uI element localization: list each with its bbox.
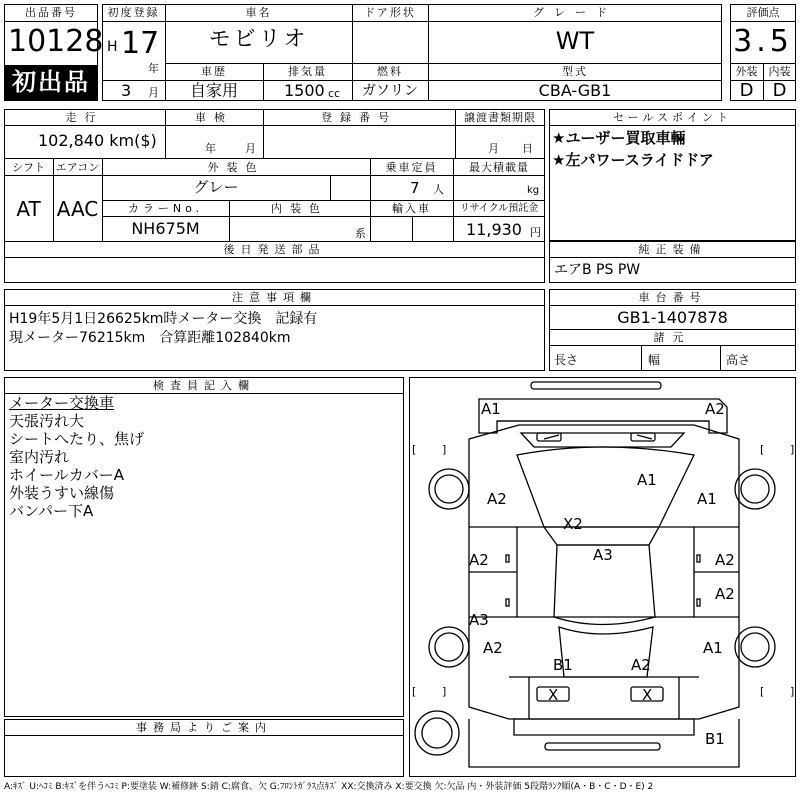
transfer-day-unit: 日: [522, 142, 533, 155]
mark-front-left: A1: [481, 400, 501, 418]
exterior-grade-label: 外装: [735, 65, 758, 78]
specs-label: 諸元: [653, 331, 692, 344]
bracket-rear-right-close: ]: [790, 685, 795, 698]
recycle-label: リサイクル預託金: [459, 203, 539, 214]
capacity-unit: 人: [433, 183, 444, 196]
recycle-value: 11,930: [466, 220, 522, 239]
office-label: 事務局よりご案内: [136, 721, 272, 734]
capacity-value: 7: [410, 179, 420, 197]
mark-right-fender: A1: [697, 490, 717, 508]
import-label: 輸入車: [392, 202, 431, 215]
width-label: 幅: [648, 353, 661, 367]
inspector-line-4: 室内汚れ: [9, 448, 70, 466]
mark-right-front-door: A2: [715, 551, 735, 569]
max-load-unit: kg: [527, 185, 540, 196]
first-reg-year: 17: [121, 26, 160, 61]
bracket-front-right-close: ]: [790, 443, 795, 456]
year-unit: 年: [148, 62, 159, 75]
lot-label: 出品番号: [25, 6, 77, 19]
exterior-color-label: 外装色: [207, 161, 265, 174]
history-label: 車歴: [201, 65, 227, 78]
sales-points-label: セールスポイント: [612, 111, 732, 124]
mark-lamp-right: X: [642, 686, 653, 704]
bracket-rear-left: [: [412, 685, 417, 698]
mark-left-rear-door: A3: [469, 611, 489, 629]
first-reg-month: 3: [121, 81, 132, 100]
month-unit: 月: [148, 86, 159, 99]
interior-color-unit: 系: [355, 227, 366, 240]
mark-windshield: X2: [563, 515, 583, 533]
mileage-value: 102,840 km($): [38, 131, 157, 150]
bracket-front-right: [: [760, 443, 765, 456]
mark-left-rear-fender: A2: [483, 639, 503, 657]
lot-number: 10128: [8, 24, 104, 59]
inspector-line-7: バンパー下A: [9, 502, 94, 520]
door-label: ドア形状: [364, 6, 416, 19]
mark-front-right: A2: [705, 400, 725, 418]
first-listing-label: 初出品: [12, 68, 90, 96]
interior-grade-label: 内装: [768, 65, 791, 78]
later-parts-label: 後日発送部品: [223, 243, 326, 256]
mark-lamp-left: X: [548, 686, 559, 704]
grade-label: グレード: [533, 6, 617, 19]
ac-label: エアコン: [55, 161, 100, 174]
displacement-unit: cc: [328, 87, 341, 100]
notes-line-2: 現メーター76215km 合算距離102840km: [9, 330, 291, 346]
inspector-line-2: 天張汚れ大: [9, 412, 85, 430]
registration-label: 登録番号: [321, 111, 397, 124]
displacement-value: 1500: [284, 81, 325, 100]
interior-grade: D: [772, 80, 787, 101]
score-value: 3.5: [733, 24, 793, 59]
interior-color-label: 内装色: [271, 202, 328, 215]
inspector-label: 検査員記入欄: [153, 379, 255, 392]
inspection-month-unit: 月: [245, 142, 256, 155]
mark-spare: B1: [705, 730, 725, 748]
chassis-value: GB1-1407878: [617, 308, 728, 327]
inspector-line-6: 外装うすい線傷: [9, 484, 115, 502]
mark-right-rear-fender: A1: [703, 639, 723, 657]
inspection-label: 車検: [195, 111, 233, 124]
color-no-label: カラーNo.: [127, 202, 204, 215]
max-load-label: 最大積載量: [469, 161, 529, 174]
chassis-label: 車台番号: [638, 291, 707, 304]
transfer-label: 譲渡書類期限: [464, 111, 536, 124]
capacity-label: 乗車定員: [385, 161, 438, 174]
mark-rear-right: A2: [631, 656, 651, 674]
equipment-value: エアB PS PW: [554, 262, 641, 278]
model-value: CBA-GB1: [538, 81, 612, 100]
color-no-value: NH675M: [131, 219, 200, 238]
car-name-label: 車名: [245, 6, 272, 19]
sales-point-1: ★ユーザー買取車輛: [552, 129, 686, 147]
mark-left-fender: A2: [487, 490, 507, 508]
height-label: 高さ: [726, 353, 751, 367]
ac-value: AAC: [56, 197, 99, 221]
vehicle-diagram: [409, 377, 796, 777]
car-name: モビリオ: [208, 27, 309, 52]
score-label: 評価点: [746, 6, 780, 19]
inspection-year-unit: 年: [205, 142, 216, 155]
inspector-line-3: シートへたり、焦げ: [9, 430, 145, 448]
bracket-front-left: [: [412, 443, 417, 456]
era: H: [107, 39, 118, 55]
mark-right-rear-door: A2: [715, 585, 735, 603]
bracket-front-left-close: ]: [442, 443, 447, 456]
mark-left-front-door: A2: [469, 551, 489, 569]
history-value: 自家用: [189, 81, 238, 100]
recycle-unit: 円: [530, 226, 541, 239]
grade-value: WT: [555, 27, 595, 55]
fuel-label: 燃料: [377, 65, 403, 78]
mark-rear-left: B1: [553, 656, 573, 674]
equipment-label: 純正装備: [638, 243, 707, 256]
shift-value: AT: [16, 197, 41, 221]
legend: A:ｷｽﾞ U:ﾍｺﾐ B:ｷｽﾞを伴うﾍｺﾐ P:要塗装 W:補修跡 S:錆 C:腐食、欠 G:ﾌﾛﾝﾄｶﾞﾗｽ点ｷｽﾞ XX:交換済み X:要交換 欠:欠品 内・外装評価 5段階ﾗﾝｸ順(A・B・C・D・E) 2: [4, 782, 654, 792]
displacement-label: 排気量: [288, 65, 327, 78]
exterior-color-value: グレー: [193, 178, 239, 196]
mark-roof: A3: [593, 546, 613, 564]
notes-label: 注意事項欄: [232, 291, 317, 304]
exterior-grade: D: [739, 80, 754, 101]
transfer-month-unit: 月: [488, 142, 499, 155]
mileage-label: 走行: [65, 111, 104, 124]
fuel-value: ガソリン: [362, 83, 418, 99]
model-label: 型式: [562, 65, 588, 78]
inspector-line-1: メーター交換車: [9, 394, 115, 412]
notes-line-1: H19年5月1日26625km時メーター交換 記録有: [9, 311, 318, 327]
sales-point-2: ★左パワースライドドア: [552, 151, 714, 169]
mark-hood: A1: [637, 471, 657, 489]
bracket-rear-right: [: [760, 685, 765, 698]
inspector-line-5: ホイールカバーA: [9, 466, 124, 484]
bracket-rear-left-close: ]: [442, 685, 447, 698]
length-label: 長さ: [554, 353, 579, 367]
shift-label: シフト: [12, 161, 45, 174]
first-reg-label: 初度登録: [107, 6, 160, 19]
